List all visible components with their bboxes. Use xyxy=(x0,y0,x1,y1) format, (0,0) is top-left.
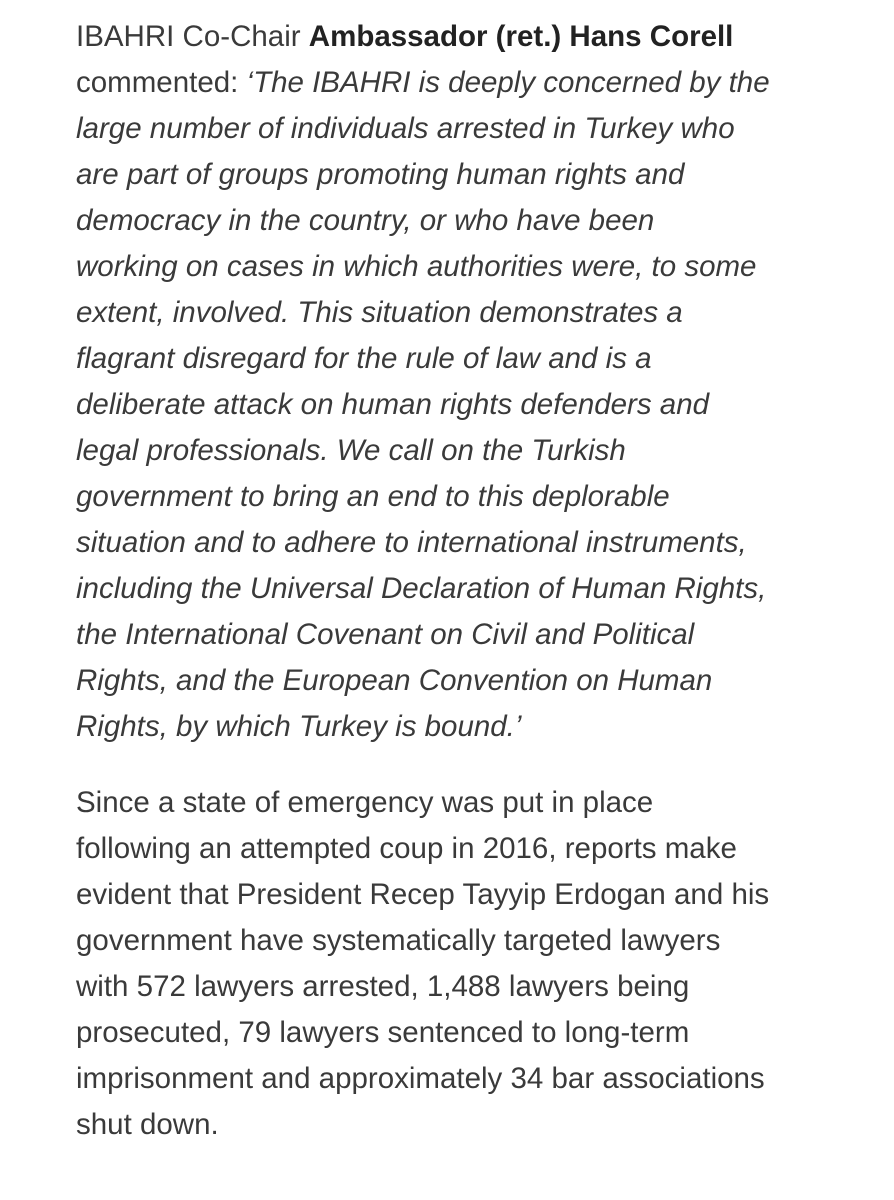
text-line: imprisonment and approximately 34 bar associations xyxy=(76,1062,765,1095)
quote-line: large number of individuals arrested in Turkey who xyxy=(76,112,735,145)
quote-line: legal professionals. We call on the Turkish xyxy=(76,434,626,467)
text-line xyxy=(76,14,876,60)
quote-line: deliberate attack on human rights defenders and xyxy=(76,388,710,421)
quote-line: working on cases in which authorities were, to some xyxy=(76,250,757,283)
context-paragraph xyxy=(76,780,876,1148)
text-line: following an attempted coup in 2016, reports make xyxy=(76,832,737,865)
quote-paragraph xyxy=(76,14,876,750)
quote-line: government to bring an end to this deplorable xyxy=(76,480,670,513)
text-line: evident that President Recep Tayyip Erdogan and his xyxy=(76,878,770,911)
quote-line: including the Universal Declaration of Human Rights, xyxy=(76,572,767,605)
text-line: with 572 lawyers arrested, 1,488 lawyers being xyxy=(76,970,690,1003)
quote-line: situation and to adhere to international instruments, xyxy=(76,526,747,559)
quote-line: are part of groups promoting human rights and xyxy=(76,158,685,191)
quote-line: extent, involved. This situation demonstrates a xyxy=(76,296,683,329)
text-line: government have systematically targeted lawyers xyxy=(76,924,721,957)
quote-line: flagrant disregard for the rule of law and is a xyxy=(76,342,652,375)
text-line xyxy=(76,60,876,106)
article-body xyxy=(76,14,876,1148)
text-line: shut down. xyxy=(76,1108,219,1141)
quote-line: democracy in the country, or who have been xyxy=(76,204,655,237)
text-line: Since a state of emergency was put in place xyxy=(76,786,654,819)
quote-line: the International Covenant on Civil and Political xyxy=(76,618,695,651)
quote-line: Rights, by which Turkey is bound.’ xyxy=(76,710,522,743)
quote-line: Rights, and the European Convention on Human xyxy=(76,664,713,697)
quote-line: ‘The IBAHRI is deeply concerned by the xyxy=(246,66,770,99)
speaker-name: Ambassador (ret.) Hans Corell xyxy=(308,20,734,53)
comment-verb: commented: xyxy=(76,66,247,99)
text-line: prosecuted, 79 lawyers sentenced to long-term xyxy=(76,1016,690,1049)
speaker-role: IBAHRI Co-Chair xyxy=(76,20,309,53)
